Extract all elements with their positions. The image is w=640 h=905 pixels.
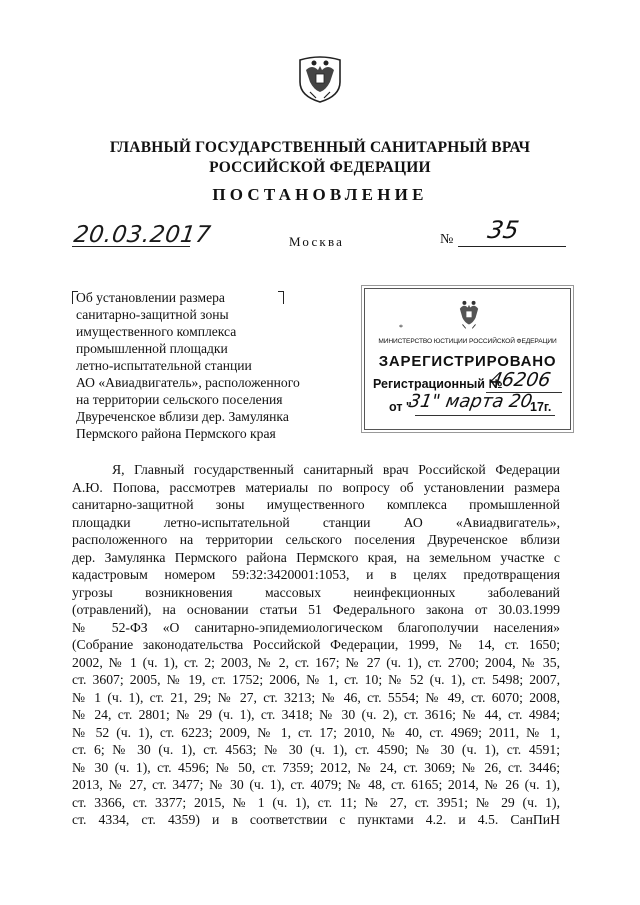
stamp-reg-label: Регистрационный № — [373, 377, 503, 391]
number-label: № — [440, 232, 454, 247]
body-line: № 24, ст. 2801; № 29 (ч. 1), ст. 3418; № 30 (ч. 2), ст. 3616; № 44, ст. 4984; — [72, 707, 560, 722]
body-line: № 1 (ч. 1), ст. 21, 29; № 27, ст. 3213; № 46, ст. 5554; № 49, ст. 6070; 2008, — [72, 689, 560, 705]
issuing-authority — [0, 138, 640, 178]
city: Москва — [289, 234, 345, 249]
document-type: ПОСТАНОВЛЕНИЕ — [212, 185, 428, 204]
stamp-star: * — [399, 323, 403, 332]
subject-line: Об установлении размера — [76, 290, 225, 305]
body-line: ст. 6; № 30 (ч. 1), ст. 4563; № 30 (ч. 1), ст. 4590; № 30 (ч. 1), ст. 4591; — [72, 742, 560, 757]
body-line: Я, Главный государственный санитарный врач Российской Федерации — [112, 462, 560, 477]
body-line: расположенного на территории сельского поселения Двуреченское вблизи — [72, 532, 560, 547]
body-line: ст. 3366, ст. 3377; 2015, № 1 (ч. 1), ст. 11; № 27, ст. 3951; № 29 (ч. 1), — [72, 794, 560, 810]
document-number: 35 — [485, 216, 522, 244]
stamp-status: ЗАРЕГИСТРИРОВАНО — [378, 353, 557, 370]
stamp-ministry: МИНИСТЕРСТВО ЮСТИЦИИ РОССИЙСКОЙ ФЕДЕРАЦИИ — [378, 338, 557, 345]
subject-line: АО «Авиадвигатель», расположенного — [76, 375, 300, 390]
document-body — [72, 461, 560, 829]
stamp-date-underline — [415, 415, 555, 416]
body-line: 2013, № 27, ст. 3477; № 30 (ч. 1), ст. 4079; № 48, ст. 6165; 2014, № 26 (ч. 1), — [72, 777, 560, 792]
subject-line: летно-испытательной станции — [76, 358, 252, 373]
body-line: угрозы возникновения массовых неинфекционных заболеваний — [72, 584, 560, 600]
stamp-year: 17г. — [530, 400, 552, 414]
body-line: площадки летно-испытательной станции АО «Авиадвигатель», — [72, 514, 560, 530]
document-date: 20.03.2017 — [72, 222, 213, 248]
subject-line: на территории сельского поселения — [76, 392, 283, 407]
stamp-date-prefix: от " — [389, 400, 412, 414]
body-line: (отравлений), на основании статьи 51 Федерального закона от 30.03.1999 — [72, 602, 560, 617]
subject-line: санитарно-защитной зоны — [76, 307, 229, 322]
body-line: № 52 (ч. 1), ст. 6223; 2009, № 1, ст. 17; 2010, № 40, ст. 4969; 2011, № 1, — [72, 724, 560, 740]
stamp-coat-of-arms-icon — [453, 297, 485, 331]
body-line: № 52-ФЗ «О санитарно-эпидемиологическом благополучии населения» — [72, 619, 560, 635]
body-line: ст. 4334, ст. 4359) и в соответствии с пунктами 4.2. и 4.5. СанПиН — [72, 812, 560, 827]
registration-stamp — [364, 288, 571, 430]
number-underline — [458, 246, 566, 247]
body-line: санитарно-защитной зоны имущественного комплекса промышленной — [72, 497, 560, 512]
subject-line: Двуреченское вблизи дер. Замулянка — [76, 409, 289, 424]
subject-line: промышленной площадки — [76, 341, 228, 356]
body-line: № 30 (ч. 1), ст. 4596; № 50, ст. 7359; 2012, № 24, ст. 3069; № 26, ст. 3446; — [72, 759, 560, 775]
authority-line: ГЛАВНЫЙ ГОСУДАРСТВЕННЫЙ САНИТАРНЫЙ ВРАЧ — [109, 139, 531, 156]
subject-line: имущественного комплекса — [76, 324, 237, 339]
coat-of-arms-icon — [296, 52, 344, 104]
authority-line: РОССИЙСКОЙ ФЕДЕРАЦИИ — [209, 159, 431, 176]
stamp-reg-number: 46206 — [488, 369, 553, 391]
stamp-date: 31" марта 20 — [407, 391, 534, 412]
body-line: ст. 3607; 2005, № 19, ст. 1752; 2006, № 1, ст. 10; № 52 (ч. 1), ст. 5498; 2007, — [72, 672, 560, 687]
body-line: 2002, № 1 (ч. 1), ст. 2; 2003, № 2, ст. 167; № 27 (ч. 1), ст. 2700; 2004, № 35, — [72, 654, 560, 670]
date-underline — [72, 246, 190, 247]
body-line: А.Ю. Попова, рассмотрев материалы по вопросу об установлении размера — [72, 479, 560, 495]
body-line: (Собрание законодательства Российской Федерации, 1999, № 14, ст. 1650; — [72, 637, 560, 652]
body-line: кадастровым номером 59:32:3420001:1053, и в целях предотвращения — [72, 567, 560, 582]
body-line: дер. Замулянка Пермского района Пермского края, на земельном участке с — [72, 549, 560, 565]
document-subject — [76, 289, 326, 442]
subject-line: Пермского района Пермского края — [76, 426, 276, 441]
